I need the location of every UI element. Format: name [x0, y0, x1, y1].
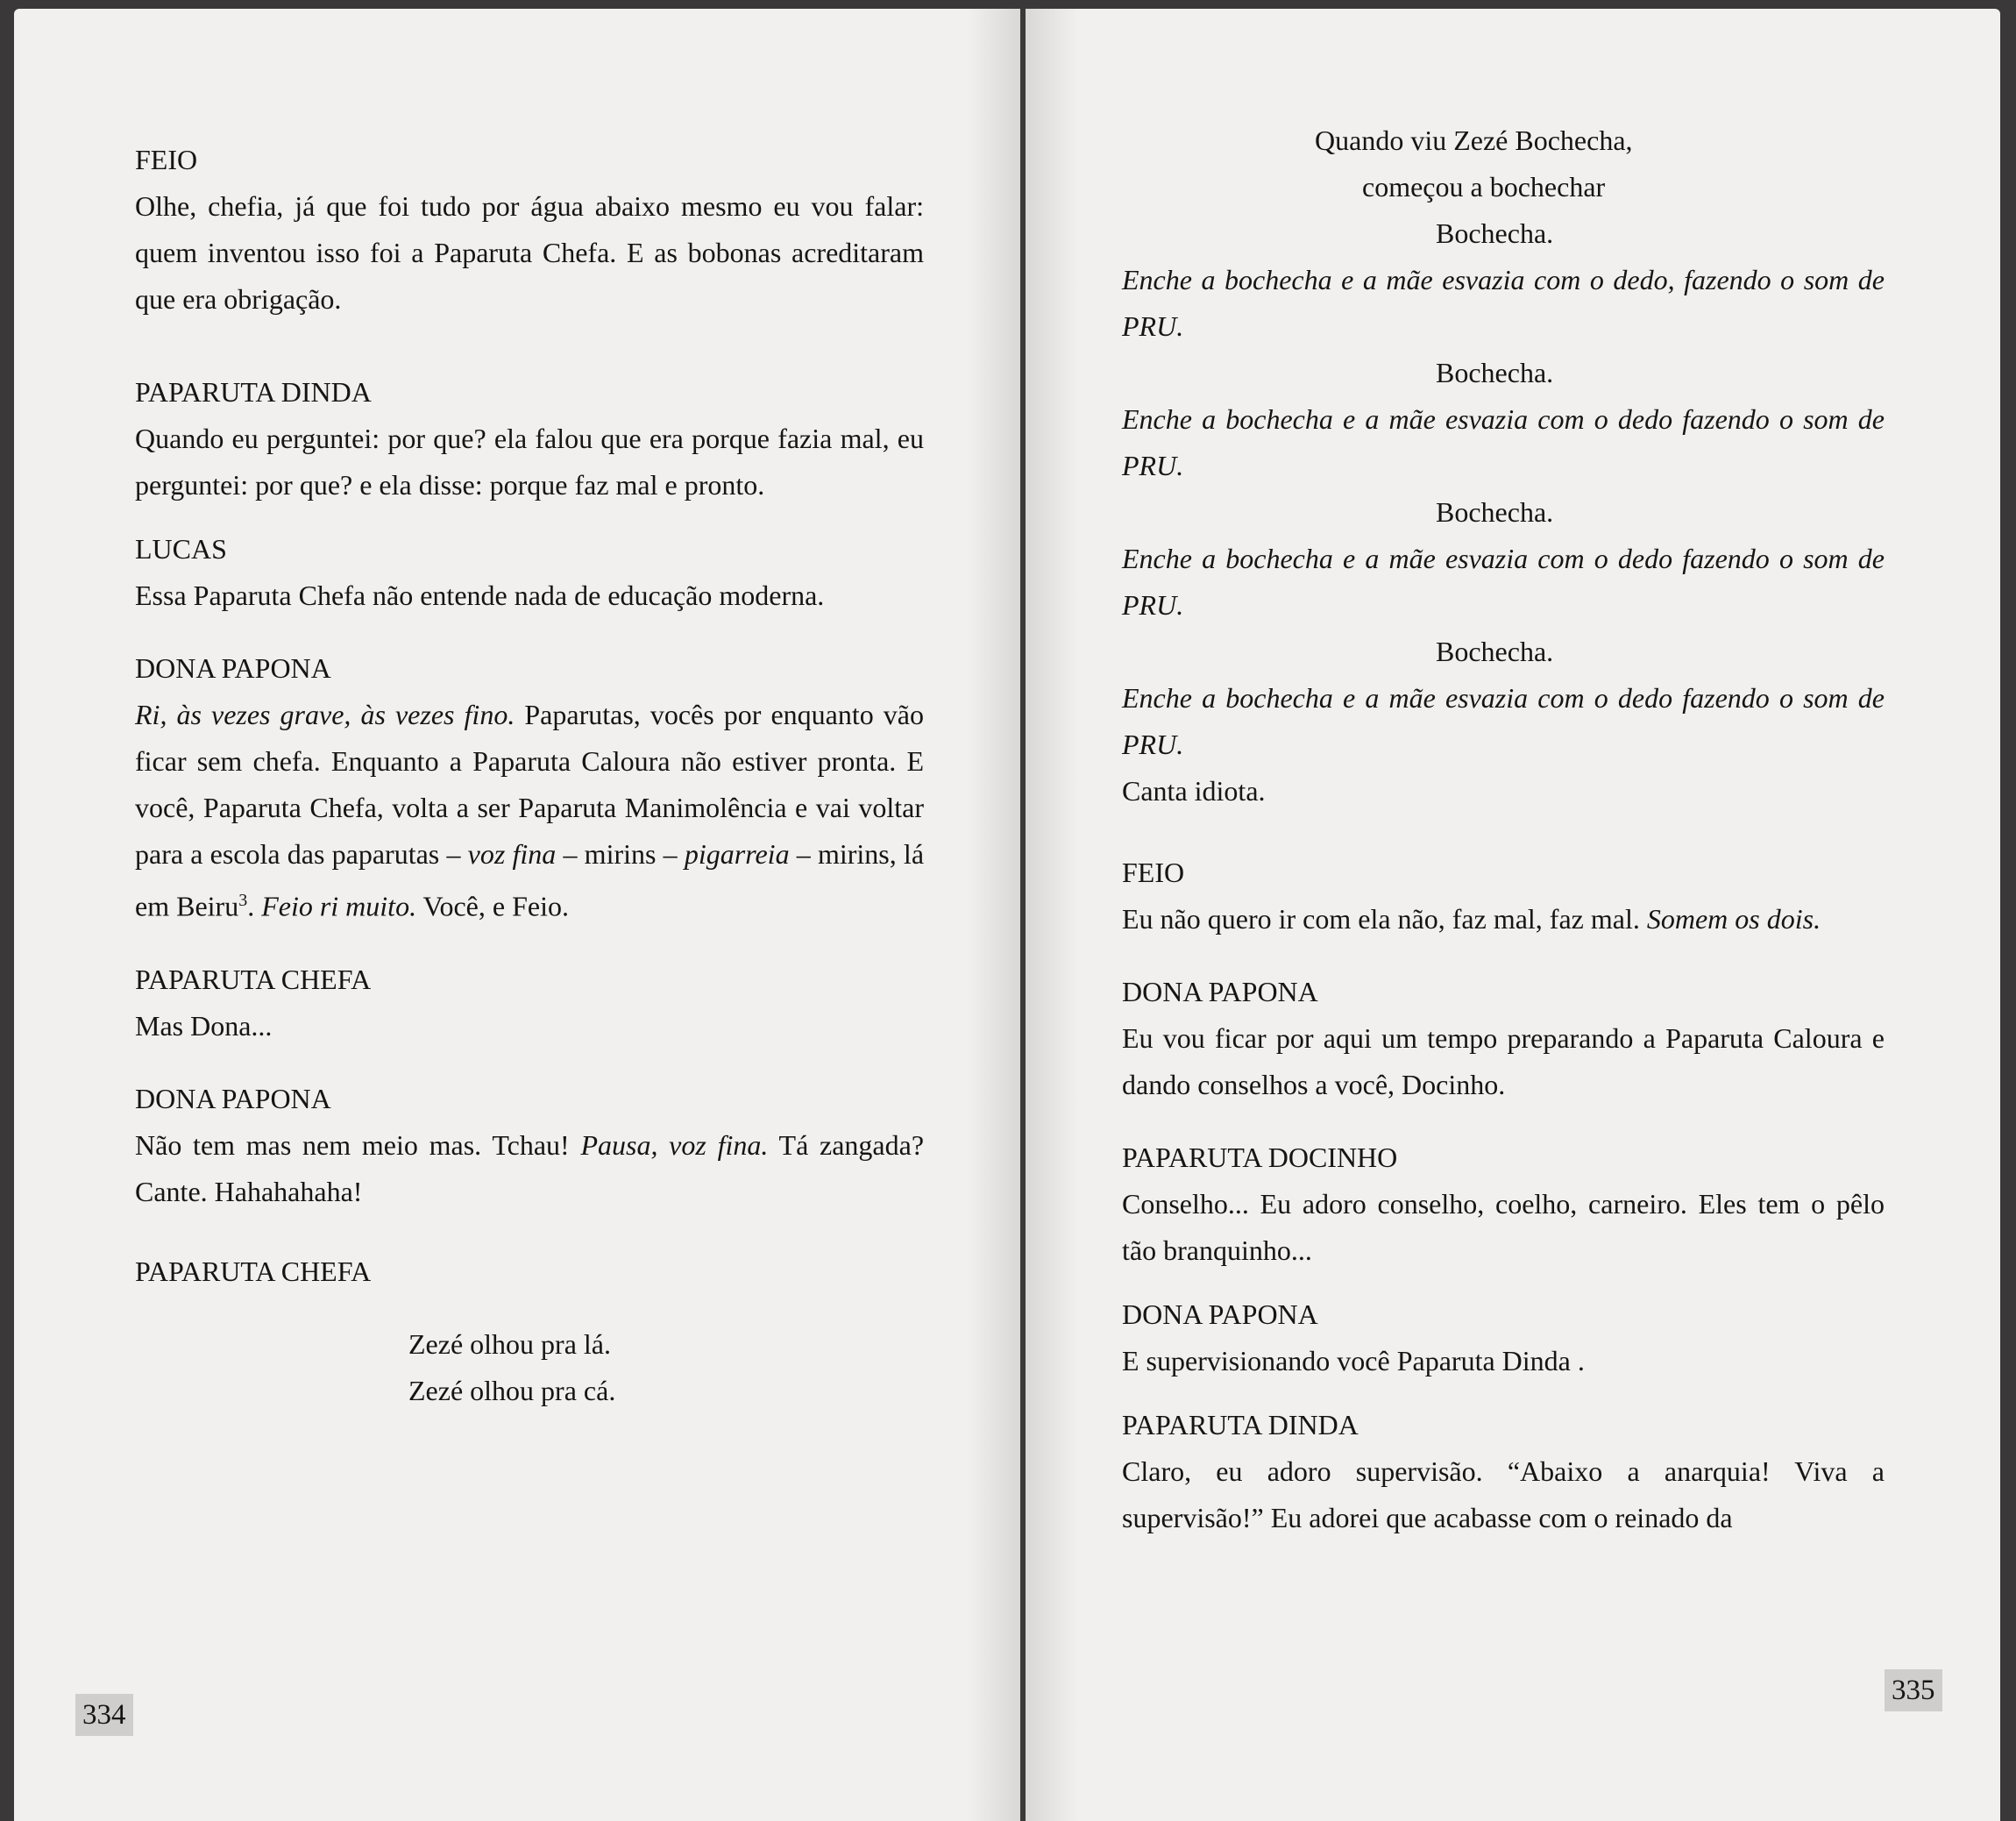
gutter-shadow: [968, 9, 1020, 1821]
footnote-ref: 3: [238, 891, 248, 910]
dialogue-text: Olhe, chefia, já que foi tudo por água abaixo mesmo eu vou falar: quem inventou isso foi a Paparuta Chefa. E as bobonas acreditaram que era obrigação.: [135, 190, 924, 315]
speaker-label: DONA PAPONA: [135, 652, 331, 684]
speaker-label: FEIO: [1122, 857, 1185, 888]
dialogue-text: Quando eu perguntei: por que? ela falou que era porque fazia mal, eu perguntei: por que? e ela disse: porque faz mal e pronto.: [135, 423, 924, 501]
dialogue-text: [1122, 896, 1885, 943]
speaker-label: DONA PAPONA: [1122, 976, 1318, 1007]
dialogue-text: E supervisionando você Paparuta Dinda .: [1122, 1345, 1585, 1376]
dialogue-text: Eu vou ficar por aqui um tempo preparando a Paparuta Caloura e dando conselhos a você, Docinho.: [1122, 1022, 1885, 1100]
song-line: Quando viu Zezé Bochecha,: [1315, 124, 1633, 156]
stage-direction: Somem os dois.: [1646, 903, 1821, 935]
dialogue-span: Não tem mas nem meio mas. Tchau!: [135, 1128, 581, 1161]
right-page: [1026, 9, 2000, 1821]
speaker-label: DONA PAPONA: [135, 1082, 331, 1114]
dialogue-text: Mas Dona...: [135, 1009, 273, 1042]
speaker-label: PAPARUTA DINDA: [135, 376, 372, 408]
speaker-label: DONA PAPONA: [1122, 1298, 1318, 1330]
page-number: 334: [75, 1694, 133, 1736]
dialogue-span: Tá zangada? Cante. Hahahahaha!: [135, 1128, 925, 1207]
stage-direction: Enche a bochecha e a mãe esvazia com o dedo fazendo o som de PRU.: [1122, 403, 1885, 481]
dialogue-span: Eu não quero ir com ela não, faz mal, faz mal.: [1122, 903, 1647, 935]
stage-direction: Enche a bochecha e a mãe esvazia com o dedo fazendo o som de PRU.: [1122, 543, 1885, 621]
dialogue-text: Essa Paparuta Chefa não entende nada de educação moderna.: [135, 580, 825, 611]
dialogue-span: Paparutas, vocês por enquanto vão ficar sem chefa. Enquanto a Paparuta Caloura não estiver pronta. E você, Paparuta Chefa, volta a ser Paparuta Manimolência e vai voltar para a escola das paparutas –: [135, 699, 925, 870]
stage-direction: voz fina: [467, 838, 557, 870]
stage-direction: Ri, às vezes grave, às vezes fino.: [135, 699, 515, 730]
dialogue-span: – mirins –: [556, 838, 685, 870]
song-line: Zezé olhou pra cá.: [408, 1374, 616, 1406]
gutter-shadow: [1026, 9, 1078, 1821]
stage-direction: pigarreia: [684, 838, 790, 870]
dialogue-span: – mirins, lá em Beiru: [135, 838, 925, 922]
speaker-label: PAPARUTA DOCINHO: [1122, 1142, 1398, 1173]
right-text-column: [1122, 117, 1885, 1541]
speaker-label: LUCAS: [135, 533, 227, 565]
speaker-label: PAPARUTA CHEFA: [135, 963, 372, 995]
speaker-label: PAPARUTA CHEFA: [135, 1255, 372, 1287]
speaker-label: FEIO: [135, 144, 198, 175]
song-line: Bochecha.: [1436, 357, 1554, 388]
stage-direction: Enche a bochecha e a mãe esvazia com o dedo, fazendo o som de PRU.: [1122, 264, 1885, 342]
dialogue-span: Você, e Feio.: [416, 890, 569, 922]
left-text-column: [135, 137, 924, 1414]
dialogue-text: [135, 692, 924, 930]
dialogue-text: Conselho... Eu adoro conselho, coelho, carneiro. Eles tem o pêlo tão branquinho...: [1122, 1188, 1885, 1266]
stage-direction: Pausa, voz fina.: [580, 1128, 769, 1161]
dialogue-text: [135, 1122, 924, 1215]
dialogue-text: Claro, eu adoro supervisão. “Abaixo a anarquia! Viva a supervisão!” Eu adorei que acabasse com o reinado da: [1122, 1455, 1885, 1533]
speaker-label: PAPARUTA DINDA: [1122, 1409, 1359, 1440]
dialogue-text: Canta idiota.: [1122, 775, 1266, 807]
song-line: começou a bochechar: [1362, 171, 1606, 203]
song-line: Bochecha.: [1436, 217, 1554, 249]
left-page: [14, 9, 1020, 1821]
song-line: Bochecha.: [1436, 496, 1554, 528]
page-number: 335: [1885, 1669, 1942, 1711]
song-line: Zezé olhou pra lá.: [408, 1327, 611, 1360]
song-line: Bochecha.: [1436, 636, 1554, 667]
stage-direction: Enche a bochecha e a mãe esvazia com o dedo fazendo o som de PRU.: [1122, 682, 1885, 760]
dialogue-span: .: [247, 890, 262, 922]
stage-direction: Feio ri muito.: [261, 890, 417, 922]
